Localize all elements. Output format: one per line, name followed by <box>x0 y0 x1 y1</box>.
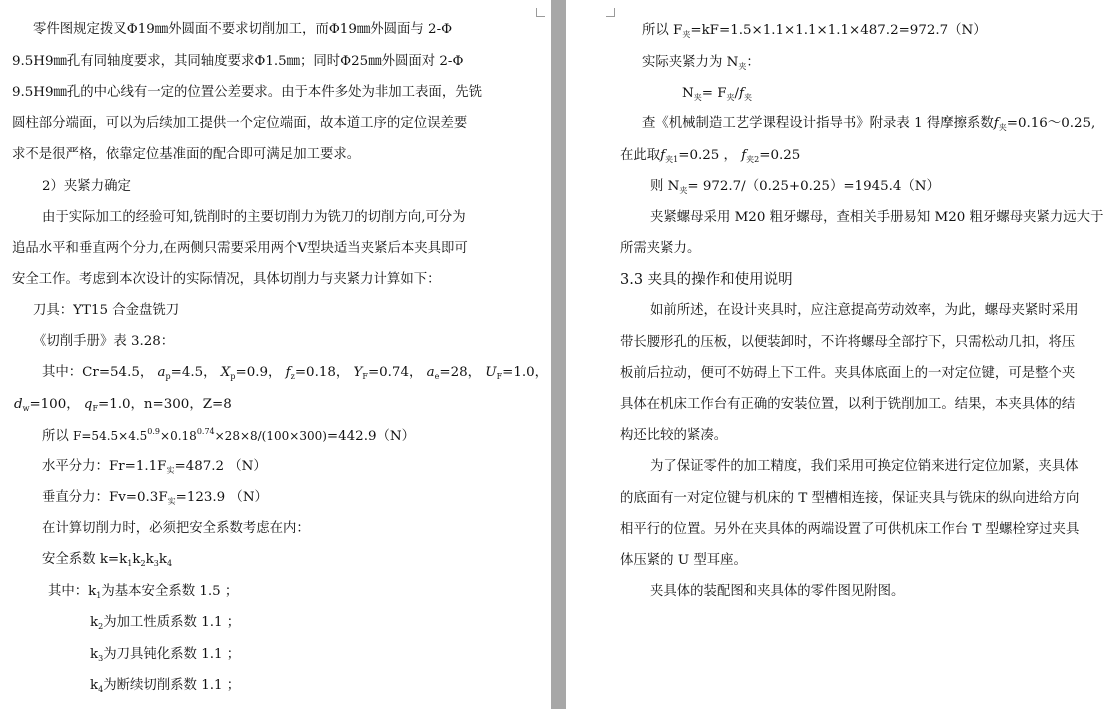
clamp-force-equation: $N_夹= F_夹/f_夹$ <box>682 86 752 102</box>
page-corner-mark <box>536 8 545 17</box>
text-line: 夹紧螺母采用 M20 粗牙螺母，查相关手册易知 M20 粗牙螺母夹紧力远大于 <box>650 210 1104 225</box>
text-line: 在计算切削力时，必须把安全系数考虑在内： <box>42 521 310 536</box>
factor-k3-line: $k_3$为刀具钝化系数 1.1 ； <box>90 647 241 663</box>
section-heading: 3.3 夹具的操作和使用说明 <box>620 272 793 288</box>
text-line: 具体在机床工作台有正确的安装位置，以利于铣削加工。结果，本夹具体的结 <box>620 397 1076 412</box>
text-line: 零件图规定拨叉Φ19㎜外圆面不要求切削加工，而Φ19㎜外圆面与 2-Φ <box>33 22 453 37</box>
text-line: 求不是很严格，依靠定位基准面的配合即可满足加工要求。 <box>12 147 361 162</box>
text-line: 追品水平和垂直两个分力,在两侧只需要采用两个Ⅴ型块适当夹紧后本夹具即可 <box>12 241 468 256</box>
text-line: 9.5H9㎜孔有同轴度要求，其同轴度要求Φ1.5㎜；同时Φ25㎜外圆面对 2-Φ <box>12 54 464 69</box>
text-line: 体压紧的 U 型耳座。 <box>620 553 747 568</box>
document-page-left <box>0 0 551 709</box>
parameters-line: 其中：Cr=54.5， $a_p=4.5$， $X_p=0.9$， $f_z=0.18$， $Y_F=0.74$， $a_e=28$， $U_F=1.0$， <box>42 365 549 381</box>
text-line: 夹具体的装配图和夹具体的零件图见附图。 <box>650 584 905 599</box>
factor-k2-line: $k_2$为加工性质系数 1.1 ； <box>90 615 241 631</box>
text-line: 构还比较的紧凑。 <box>620 428 728 443</box>
text-line: 圆柱部分端面，可以为后续加工提供一个定位端面，故本道工序的定位误差要 <box>12 116 468 131</box>
text-line: 相平行的位置。另外在夹具体的两端设置了可供机床工作台 T 型螺栓穿过夹具 <box>620 522 1080 537</box>
text-line: 为了保证零件的加工精度，我们采用可换定位销来进行定位加紧，夹具体 <box>650 459 1079 474</box>
document-page-right <box>566 0 1109 709</box>
text-line: 的底面有一对定位键与机床的 T 型槽相连接，保证夹具与铣床的纵向进给方向 <box>620 491 1080 506</box>
factor-k1-line: 其中：$k_1$为基本安全系数 1.5 ； <box>48 584 239 600</box>
parameters-line: $d_w=100$， $q_F=1.0$，n=300，Z=8 <box>14 397 232 413</box>
page-gap <box>551 0 566 709</box>
text-line: 所需夹紧力。 <box>620 241 701 256</box>
factor-k4-line: $k_4$为断续切削系数 1.1 ； <box>90 678 241 694</box>
cutting-force-formula: 所以 $F=54.5\times 4.5^{0.9}\times 0.18^{0.74}\times 28\times 8/(100\times 300)=442.9(N)$ <box>42 427 415 444</box>
text-line: 则 $N_夹= 972.7/(0.25+0.25)=1945.4(N)$ <box>650 179 940 195</box>
page-corner-mark <box>606 8 615 17</box>
safety-factor-line: 安全系数 $k=k_1k_2k_3k_4$ <box>42 552 173 568</box>
text-line: 带长腰形孔的压板，以便装卸时，不许将螺母全部拧下，只需松动几扣，将压 <box>620 335 1076 350</box>
text-line: 实际夹紧力为 $N_夹$： <box>642 55 760 71</box>
text-line: 9.5H9㎜孔的中心线有一定的位置公差要求。由于本件多处为非加工表面，先铣 <box>12 85 482 100</box>
text-line: 查《机械制造工艺学课程设计指导书》附录表 1 得摩擦系数$f_夹=0.16\sim 0.25$, <box>642 116 1096 132</box>
horizontal-force-line: 水平分力：$Fr=1.1F_实=487.2$ （N） <box>42 459 267 475</box>
section-heading: 2）夹紧力确定 <box>42 179 131 194</box>
text-line: 由于实际加工的经验可知,铣削时的主要切削力为铣刀的切削方向,可分为 <box>42 210 466 225</box>
text-line: 安全工作。考虑到本次设计的实际情况，具体切削力与夹紧力计算如下： <box>12 272 441 287</box>
clamp-force-formula: 所以 $F_夹=kF=1.5\times 1.1\times 1.1\times 1.1\times 487.2=972.7(N)$ <box>642 23 987 39</box>
manual-reference: 《切削手册》表 3.28： <box>33 334 175 349</box>
vertical-force-line: 垂直分力：$Fv=0.3F_实=123.9$ （N） <box>42 490 268 506</box>
text-line: 如前所述，在设计夹具时，应注意提高劳动效率，为此，螺母夹紧时采用 <box>650 303 1079 318</box>
tool-line: 刀具：YT15 合金盘铣刀 <box>33 303 180 318</box>
text-line: 板前后拉动，便可不妨碍上下工件。夹具体底面上的一对定位键，可是整个夹 <box>620 366 1076 381</box>
text-line: 在此取$f_{夹1}=0.25$ ， $f_{夹2}=0.25$ <box>620 148 801 164</box>
